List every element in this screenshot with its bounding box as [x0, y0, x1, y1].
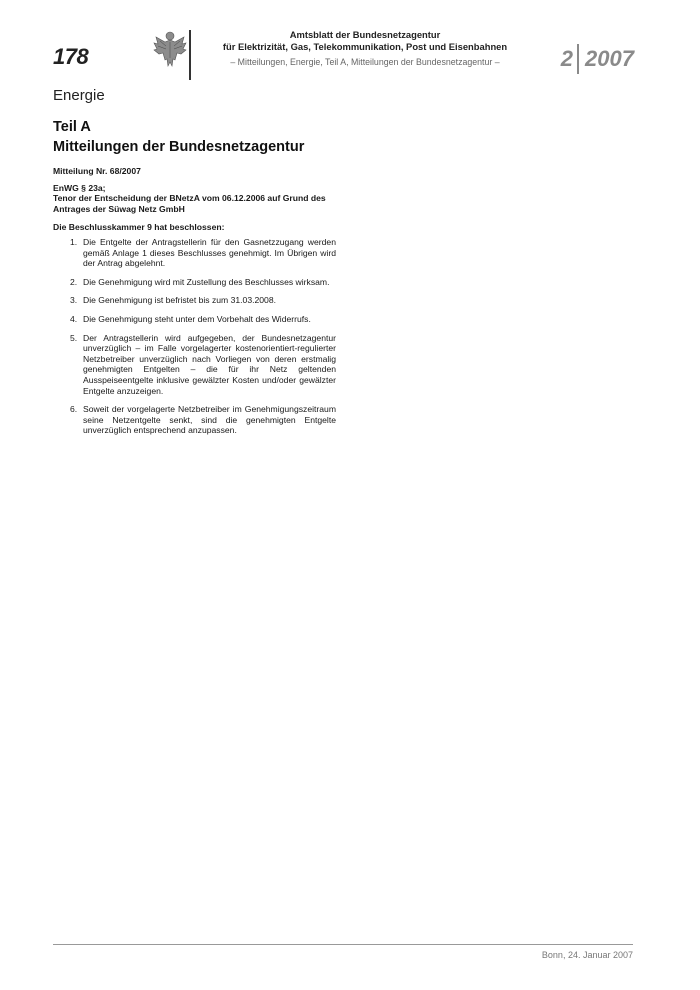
- part-heading: [53, 117, 304, 157]
- list-item-number: 3.: [70, 295, 78, 306]
- publication-subtitle: – Mitteilungen, Energie, Teil A, Mitteilungen der Bundesnetzagentur –: [230, 57, 500, 67]
- notice-reference-subject: Tenor der Entscheidung der BNetzA vom 06.12.2006 auf Grund des Antrages der Süwag Netz GmbH: [53, 193, 326, 214]
- issue-divider: [577, 44, 579, 74]
- issue-number: 2: [560, 46, 574, 71]
- list-item-number: 4.: [70, 313, 78, 324]
- publication-title-line-2: für Elektrizität, Gas, Telekommunikation, Post und Eisenbahnen: [222, 41, 508, 52]
- part-label: Teil A: [53, 119, 91, 135]
- page-number: 178: [53, 44, 89, 69]
- footer-place-date: Bonn, 24. Januar 2007: [541, 950, 633, 960]
- list-item-number: 2.: [70, 276, 78, 287]
- list-item-number: 6.: [70, 404, 78, 415]
- issue-label: [561, 44, 634, 74]
- footer-divider: [53, 944, 633, 945]
- list-item: [70, 295, 336, 306]
- part-title: Mitteilungen der Bundesnetzagentur: [53, 139, 305, 155]
- issue-year: 2007: [585, 46, 634, 71]
- list-item-text: Die Entgelte der Antragstellerin für den Gasnetzzugang werden gemäß Anlage 1 dieses Beschlusses genehmigt. Im Übrigen wird der Antrag abgelehnt.: [83, 236, 336, 269]
- list-item-number: 5.: [70, 332, 78, 343]
- list-item: [70, 313, 336, 325]
- notice-reference: [53, 183, 336, 215]
- list-item: [70, 404, 336, 436]
- list-item-text: Die Genehmigung wird mit Zustellung des Beschlusses wirksam.: [83, 276, 330, 287]
- notice-number: Mitteilung Nr. 68/2007: [53, 166, 141, 176]
- list-item-text: Soweit der vorgelagerte Netzbetreiber im Genehmigungszeitraum seine Netzentgelte senkt, sind die genehmigten Entgelte unverzüglich entsprechend anzupassen.: [83, 404, 336, 436]
- decision-intro: Die Beschlusskammer 9 hat beschlossen:: [53, 222, 225, 233]
- list-item-text: Die Genehmigung steht unter dem Vorbehalt des Widerrufs.: [83, 313, 311, 324]
- decision-list: [53, 237, 336, 436]
- header-divider: [189, 30, 191, 80]
- section-heading: Energie: [53, 87, 105, 104]
- notice-body: [53, 166, 336, 444]
- list-item: [70, 276, 336, 288]
- notice-reference-law: EnWG § 23a;: [53, 182, 106, 193]
- list-item-number: 1.: [70, 236, 78, 247]
- publication-title-line-1: Amtsblatt der Bundesnetzagentur: [289, 29, 441, 40]
- list-item-text: Der Antragstellerin wird aufgegeben, der Bundesnetzagentur unverzüglich – im Falle vorgelagerter kostenorientiert-regulierter Netzbetreiber unverzüglich nach Vorliegen von deren erstmalig genehmigten Entgelten – die für ihr Netz geltenden Ausspeiseentgelte inklusive gewälzter Kosten und/oder gewälzter Entgelte anzuzeigen.: [83, 332, 336, 396]
- federal-eagle-icon: [152, 28, 188, 70]
- list-item: [70, 236, 336, 269]
- publication-header: [200, 29, 530, 67]
- list-item-text: Die Genehmigung ist befristet bis zum 31.03.2008.: [83, 295, 276, 306]
- list-item: [70, 332, 336, 397]
